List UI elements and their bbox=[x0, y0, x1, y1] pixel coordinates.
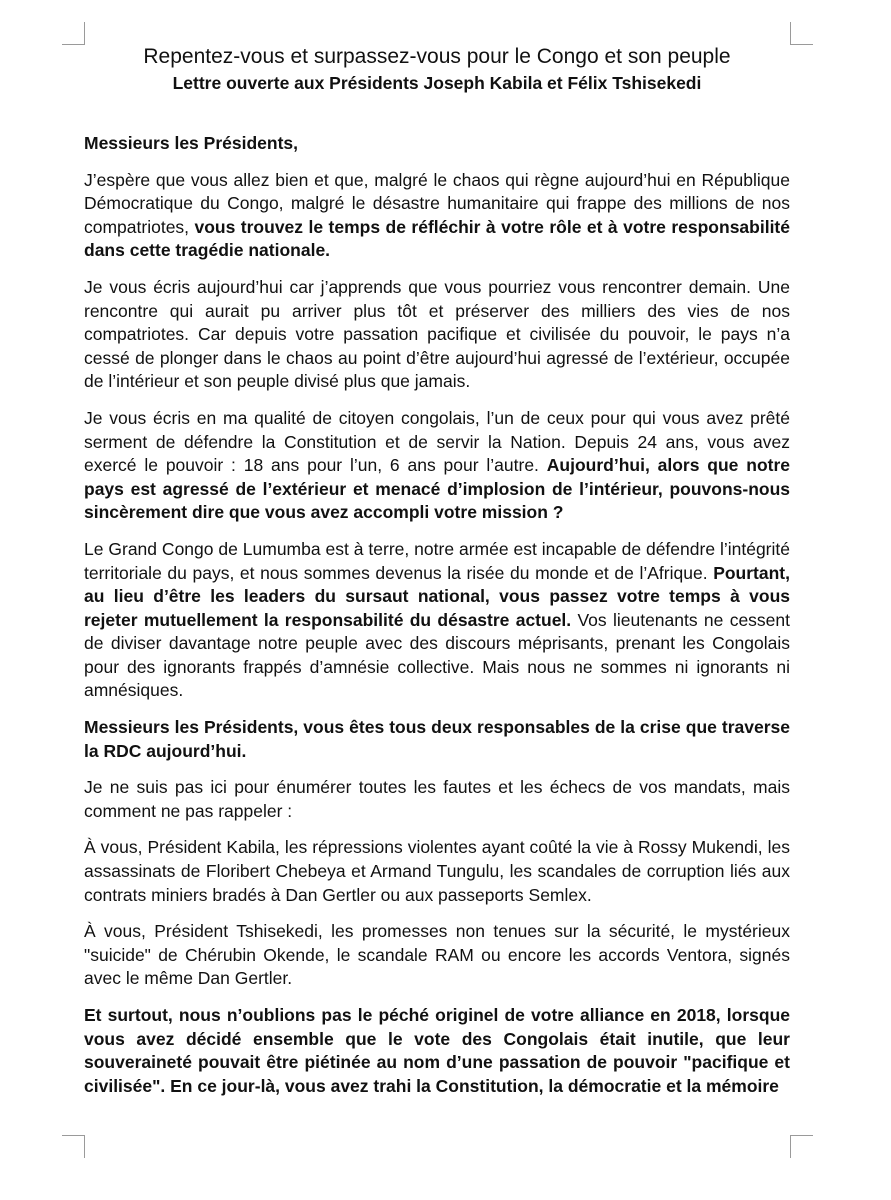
paragraph-5: Messieurs les Présidents, vous êtes tous deux responsables de la crise que traverse la RDC aujourd’hui. bbox=[84, 717, 790, 761]
paragraph-2: Je vous écris aujourd’hui car j’apprends que vous pourriez vous rencontrer demain. Une rencontre qui aurait pu arriver plus tôt et préserver des milliers des vies de nos compatriotes. Car depuis votre passation pacifique et civilisée du pouvoir, le pays n’a cessé de plonger dans le chaos au point d’être aujourd’hui agressé de l’extérieur, occupée de l’intérieur et son peuple divisé plus que jamais. bbox=[84, 276, 790, 392]
salutation: Messieurs les Présidents, bbox=[84, 133, 298, 153]
paragraph-1: J’espère que vous allez bien et que, malgré le chaos qui règne aujourd’hui en République Démocratique du Congo, malgré le désastre humanitaire qui frappe des millions de nos compatriotes, vous trouvez le temps de réfléchir à votre rôle et à votre responsabilité dans cette tragédie nationale. bbox=[84, 169, 790, 261]
paragraph-7: À vous, Président Kabila, les répressions violentes ayant coûté la vie à Rossy Mukendi, les assassinats de Floribert Chebeya et Armand Tungulu, les scandales de corruption liés aux contrats miniers bradés à Dan Gertler ou aux passeports Semlex. bbox=[84, 837, 790, 905]
paragraph-9: Et surtout, nous n’oublions pas le péché originel de votre alliance en 2018, lorsque vous avez décidé ensemble que le vote des Congolais était inutile, que leur souveraineté pouvait être piétinée au nom d’une passation de pouvoir "pacifique et civilisée". En ce jour-là, vous avez trahi la Constitution, la démocratie et la mémoire bbox=[84, 1005, 790, 1096]
letter-title: Repentez-vous et surpassez-vous pour le Congo et son peuple bbox=[143, 45, 731, 68]
paragraph-4: Le Grand Congo de Lumumba est à terre, notre armée est incapable de défendre l’intégrité territoriale du pays, et nous sommes devenus la risée du monde et de l’Afrique. Pourtant, au lieu d’être les leaders du sursaut national, vous passez votre temps à vous rejeter mutuellement la responsabilité du désastre actuel. Vos lieutenants ne cessent de diviser davantage notre peuple avec des discours méprisants, prenant les Congolais pour des ignorants frappés d’amnésie collective. Mais nous ne sommes ni ignorants ni amnésiques. bbox=[84, 538, 791, 701]
letter-body bbox=[84, 132, 790, 1111]
letter-subtitle: Lettre ouverte aux Présidents Joseph Kabila et Félix Tshisekedi bbox=[172, 73, 702, 93]
crop-mark-bottom-left bbox=[62, 1135, 85, 1158]
paragraph-3: Je vous écris en ma qualité de citoyen congolais, l’un de ceux pour qui vous avez prêté serment de défendre la Constitution et de servir la Nation. Depuis 24 ans, vous avez exercé le pouvoir : 18 ans pour l’un, 6 ans pour l’autre. Aujourd’hui, alors que notre pays est agressé de l’extérieur et menacé d’implosion de l’intérieur, pouvons-nous sincèrement dire que vous avez accompli votre mission ? bbox=[84, 407, 791, 523]
paragraph-8: À vous, Président Tshisekedi, les promesses non tenues sur la sécurité, le mystérieux "suicide" de Chérubin Okende, le scandale RAM ou encore les accords Ventora, signés avec le même Dan Gertler. bbox=[84, 921, 790, 989]
crop-mark-bottom-right bbox=[790, 1135, 813, 1158]
paragraph-6: Je ne suis pas ici pour énumérer toutes les fautes et les échecs de vos mandats, mais comment ne pas rappeler : bbox=[84, 777, 790, 821]
crop-mark-top-right bbox=[790, 22, 813, 45]
crop-mark-top-left bbox=[62, 22, 85, 45]
